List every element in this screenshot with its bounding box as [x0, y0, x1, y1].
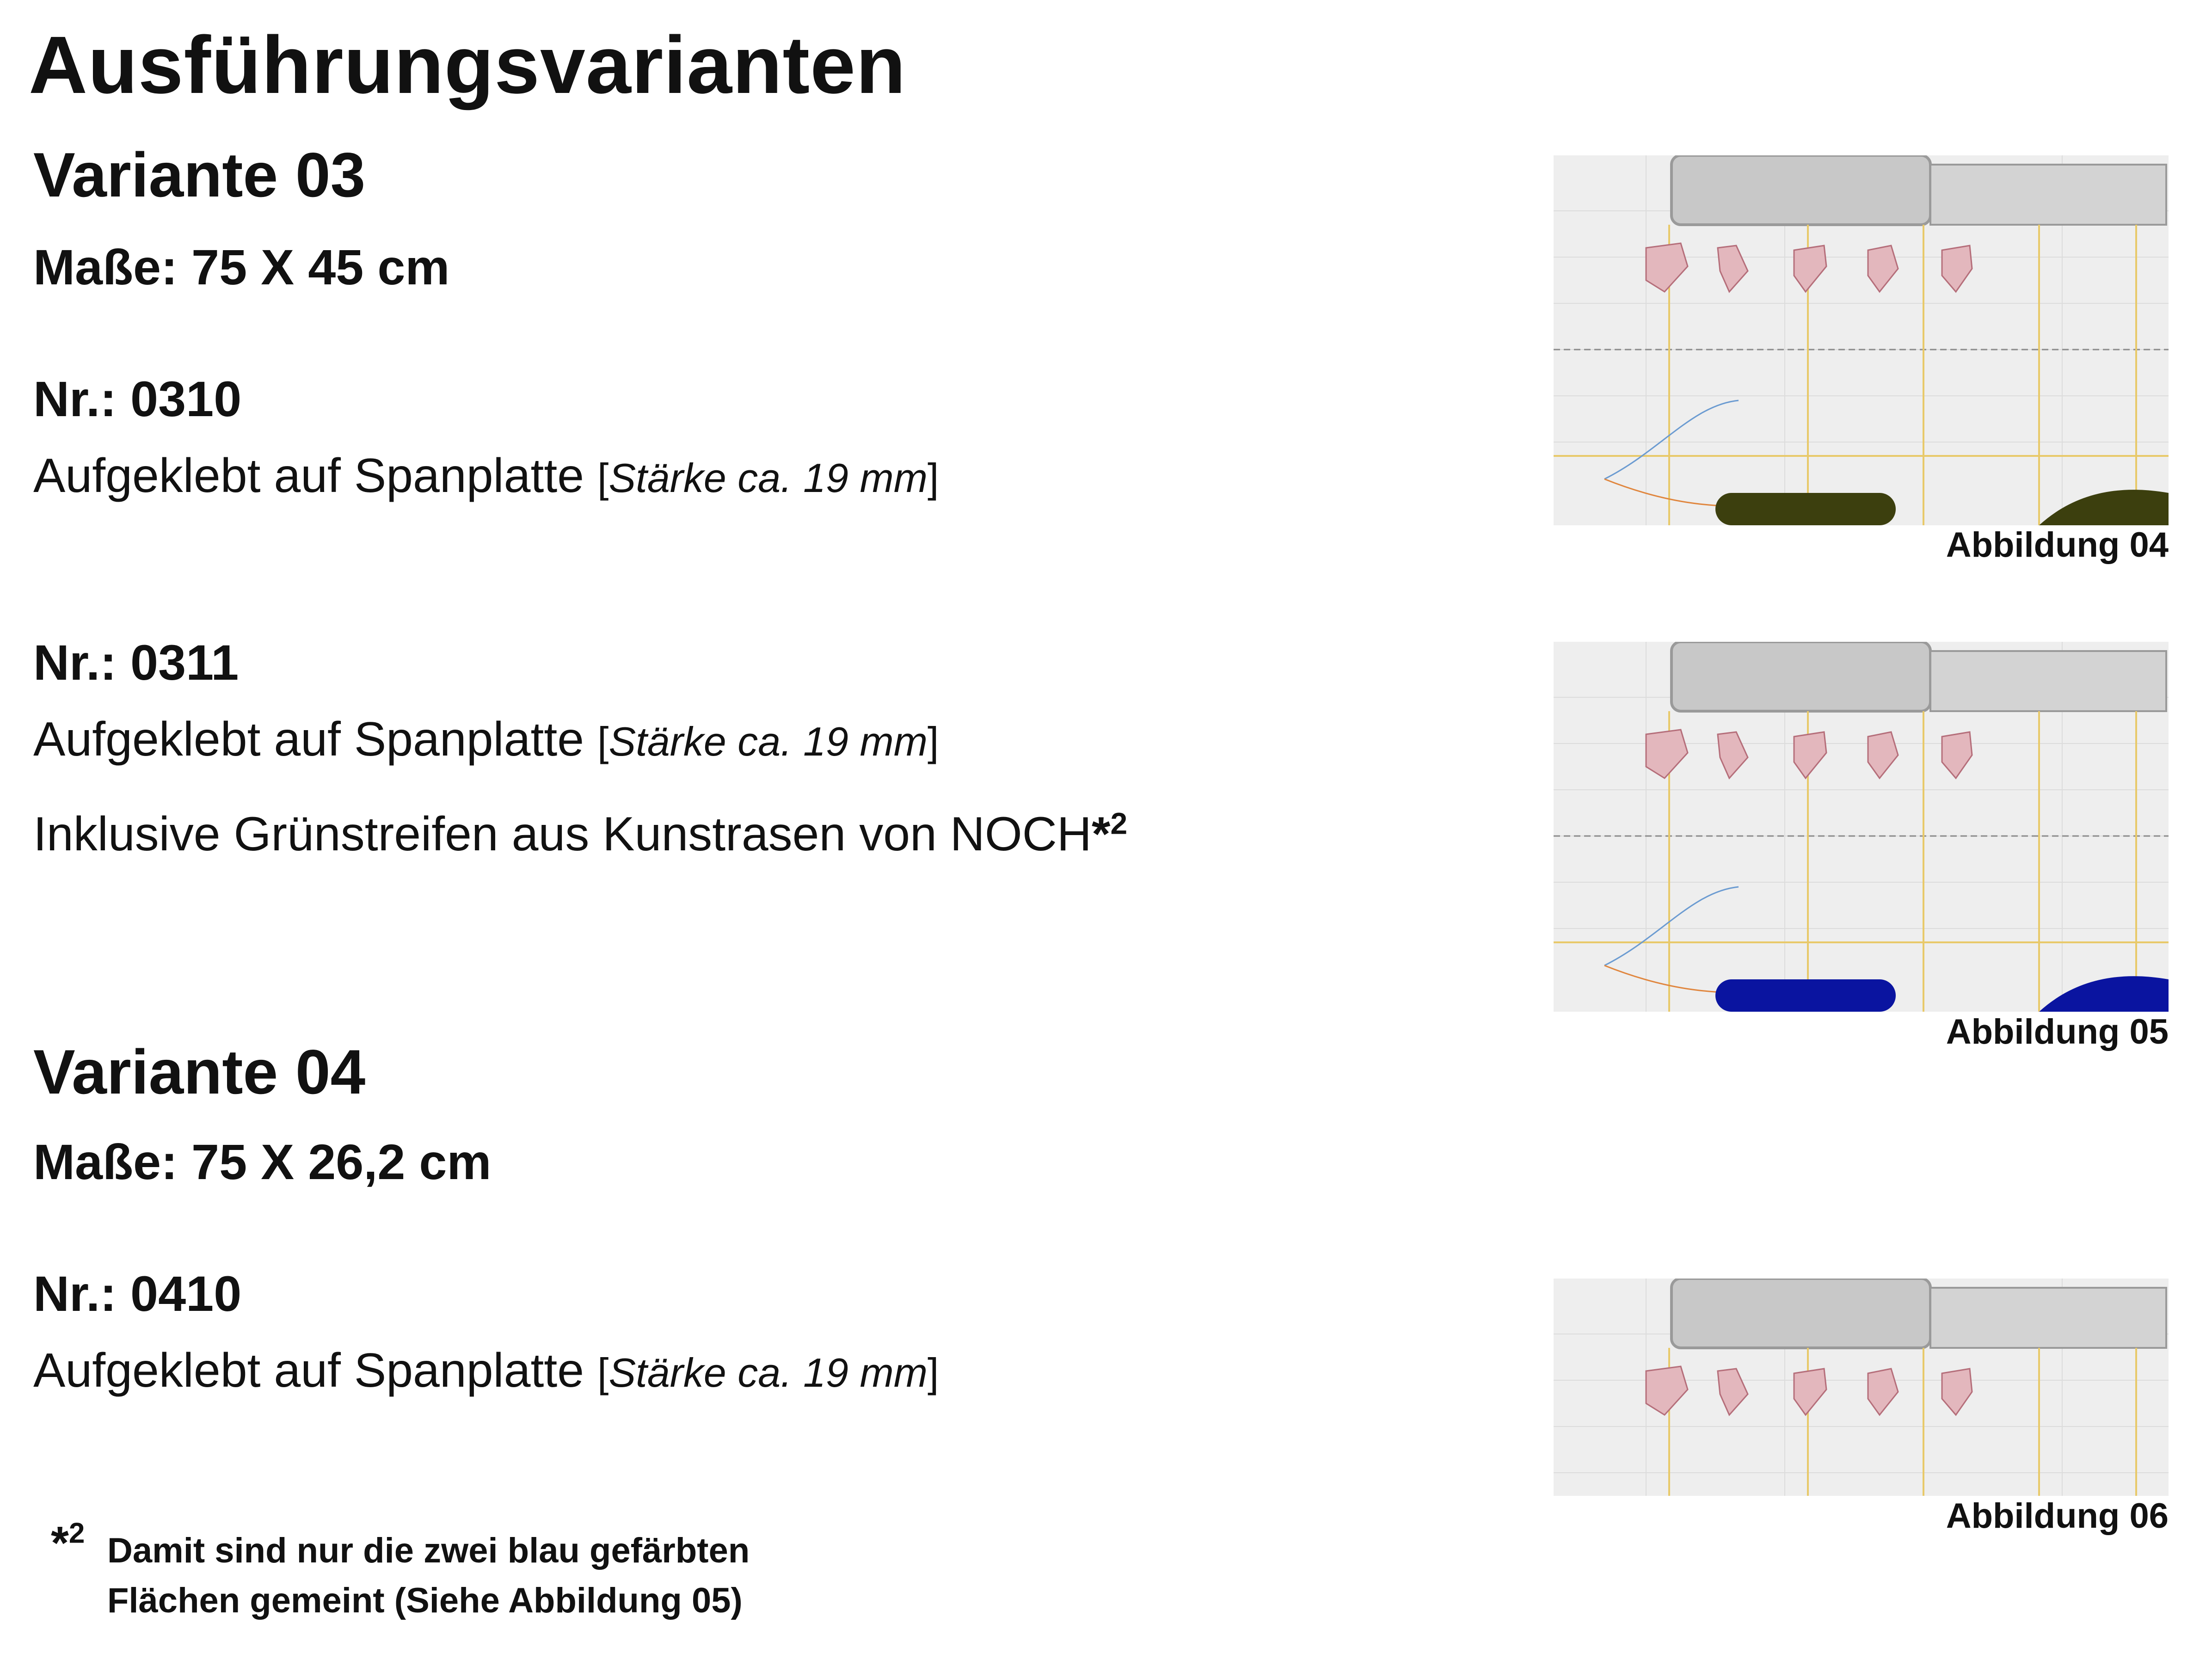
apron-plan-graphic [1554, 642, 2169, 1012]
grass-strip-shape [1715, 979, 1896, 1012]
item-0410-thickness [597, 1350, 939, 1396]
item-0410-description [33, 1343, 939, 1398]
item-0311-description [33, 712, 939, 767]
variant-04-dimensions: Maße: 75 X 26,2 cm [33, 1134, 492, 1190]
apron-plan-graphic [1554, 1279, 2169, 1496]
variant-03-dimensions: Maße: 75 X 45 cm [33, 239, 450, 295]
item-0311-thickness [597, 719, 939, 764]
apron-plan-graphic [1554, 155, 2169, 525]
figure-04-caption: Abbildung 04 [1946, 525, 2169, 565]
item-0310-description [33, 449, 939, 504]
bracket-open: [ [597, 455, 609, 501]
figure-06-caption: Abbildung 06 [1946, 1496, 2169, 1536]
footnote-reference-star: * [1092, 807, 1111, 861]
item-0311-number: Nr.: 0311 [33, 634, 239, 690]
figure-05-caption: Abbildung 05 [1946, 1012, 2169, 1051]
footnote-text [107, 1526, 893, 1626]
bracket-open: [ [597, 719, 609, 764]
item-0310-thickness [597, 455, 939, 501]
thickness-text: Stärke ca. 19 mm [608, 455, 928, 501]
item-0311-extra-text: Inklusive Grünstreifen aus Kunstrasen von NOCH [33, 807, 1092, 861]
thickness-text: Stärke ca. 19 mm [608, 1350, 928, 1396]
footnote-star: * [51, 1517, 69, 1569]
bracket-open: [ [597, 1350, 609, 1396]
item-0310-number: Nr.: 0310 [33, 371, 242, 427]
item-0310-mounting: Aufgeklebt auf Spanplatte [33, 449, 584, 503]
bracket-close: ] [928, 455, 939, 501]
footnote-line-2: Flächen gemeint (Siehe Abbildung 05) [107, 1581, 743, 1620]
grass-strip-shape [1715, 493, 1896, 525]
item-0410-number: Nr.: 0410 [33, 1266, 242, 1322]
figure-06-plan-image [1554, 1279, 2169, 1496]
footnote-reference-number: 2 [1110, 806, 1128, 841]
variant-04-heading: Variante 04 [33, 1037, 366, 1107]
figure-05-plan-image [1554, 642, 2169, 1012]
item-0311-extra [33, 807, 1127, 862]
footnote-number: 2 [68, 1517, 85, 1549]
thickness-text: Stärke ca. 19 mm [608, 719, 928, 764]
footnote-line-1: Damit sind nur die zwei blau gefärbten [107, 1531, 750, 1570]
bracket-close: ] [928, 1350, 939, 1396]
bracket-close: ] [928, 719, 939, 764]
figure-04-plan-image [1554, 155, 2169, 525]
page-title: Ausführungsvarianten [29, 20, 906, 111]
item-0311-mounting: Aufgeklebt auf Spanplatte [33, 713, 584, 766]
item-0410-mounting: Aufgeklebt auf Spanplatte [33, 1344, 584, 1397]
footnote-marker [51, 1517, 85, 1570]
variant-03-heading: Variante 03 [33, 140, 366, 210]
